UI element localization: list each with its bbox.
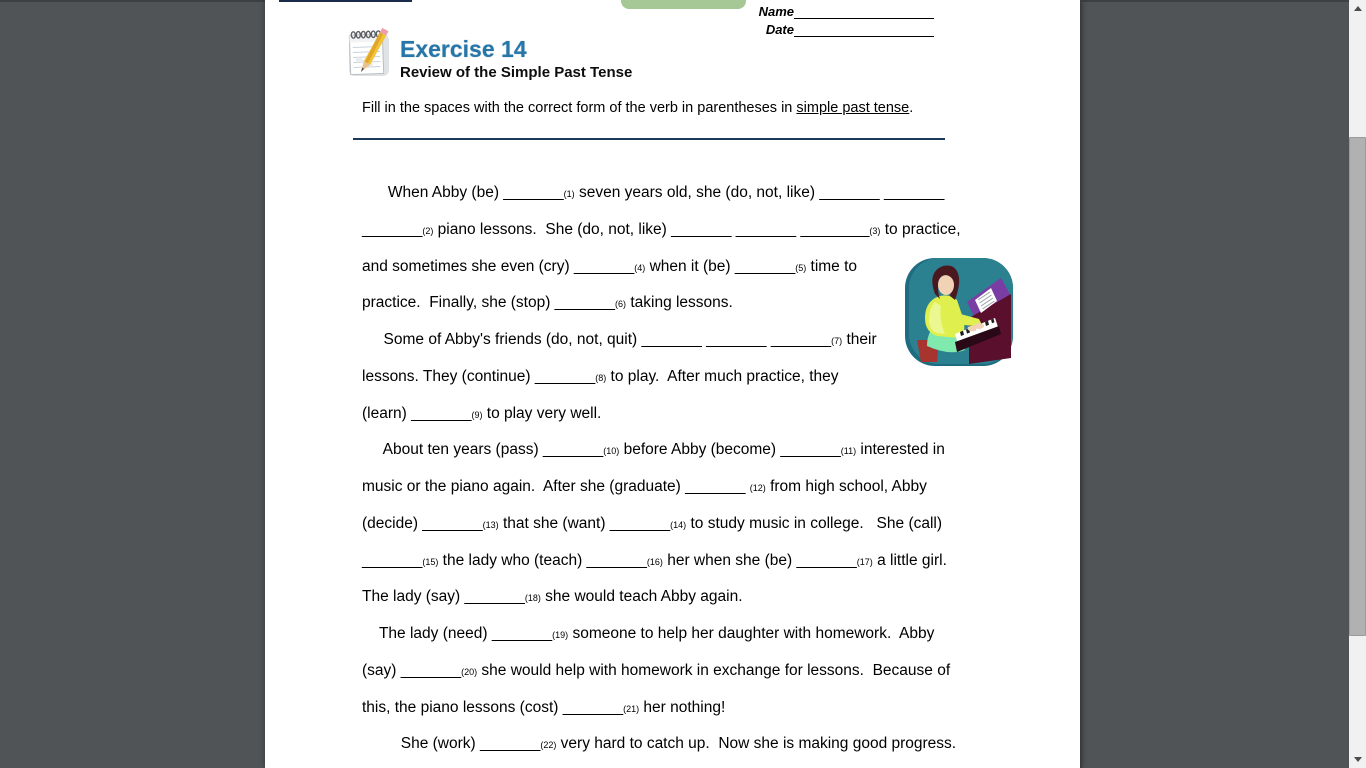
text-run: to practice, xyxy=(880,220,961,238)
text-run: when it (be) _______ xyxy=(645,257,796,275)
name-label: Name xyxy=(758,4,794,19)
worksheet-line xyxy=(362,653,1002,690)
name-date-block xyxy=(759,1,934,37)
text-run: . xyxy=(909,100,914,116)
blank-number: (11) xyxy=(840,446,857,457)
text-run: The lady (need) _______ xyxy=(362,625,553,642)
blank-number: (21) xyxy=(623,703,640,714)
blank-number: (13) xyxy=(482,519,499,530)
text-run: someone to help her daughter with homework. Abby xyxy=(568,625,935,642)
text-run: Some of Abby's friends (do, not, quit) _______ _______ _______ xyxy=(362,331,832,348)
worksheet-line xyxy=(362,579,1002,616)
woman-playing-piano-clipart xyxy=(905,256,1017,370)
exercise-title: Exercise 14 xyxy=(400,36,527,62)
worksheet-line xyxy=(362,726,1002,763)
text-run: very hard to catch up. Now she is making good progress. xyxy=(556,735,957,753)
text-run: taking lessons. xyxy=(626,294,733,312)
text-run: the lady who (teach) _______ xyxy=(438,551,647,569)
worksheet-line xyxy=(362,690,1002,727)
text-run: _______ xyxy=(362,220,423,238)
date-blank-line xyxy=(794,24,934,37)
scroll-up-button[interactable] xyxy=(1349,0,1366,17)
text-run: (say) _______ xyxy=(362,661,462,679)
text-run: lessons. They (continue) _______ xyxy=(362,367,596,385)
text-run: _______ xyxy=(362,551,423,569)
name-row xyxy=(759,1,934,19)
blank-number: (20) xyxy=(461,666,478,677)
blank-number: (14) xyxy=(670,519,687,530)
blank-number: (7) xyxy=(831,336,843,346)
scrolled-off-button[interactable] xyxy=(621,0,746,9)
blank-number: (16) xyxy=(646,556,663,567)
text-run: interested in xyxy=(856,441,945,459)
text-run: Fill in the spaces with the correct form of the verb in parentheses in xyxy=(362,100,797,116)
clipped-content-edge xyxy=(279,0,412,2)
worksheet-line xyxy=(362,506,1002,543)
blank-number: (18) xyxy=(524,593,541,604)
blank-number: (6) xyxy=(615,299,627,310)
name-blank-line xyxy=(794,6,934,19)
text-run: (learn) _______ xyxy=(362,404,472,422)
date-label: Date xyxy=(765,22,794,37)
blank-number: (5) xyxy=(795,262,807,273)
worksheet-line xyxy=(362,432,1002,469)
worksheet-page xyxy=(265,0,1082,768)
blank-number: (10) xyxy=(603,446,620,457)
text-run: her when she (be) _______ xyxy=(662,551,857,569)
text-run: piano lessons. She (do, not, like) _______ _______ ________ xyxy=(433,220,870,238)
blank-number: (8) xyxy=(595,372,607,383)
scroll-down-button[interactable] xyxy=(1349,751,1366,768)
text-run: She (work) _______ xyxy=(362,735,541,753)
worksheet-line xyxy=(362,543,1002,580)
divider-rule xyxy=(353,138,945,140)
text-run: and sometimes she even (cry) _______ xyxy=(362,257,635,275)
blank-number: (4) xyxy=(634,262,646,273)
blank-number: (17) xyxy=(856,556,873,567)
text-run: this, the piano lessons (cost) _______ xyxy=(362,698,624,716)
text-run: their xyxy=(842,331,877,348)
worksheet-line xyxy=(362,212,1002,249)
text-run: time to xyxy=(806,257,858,275)
text-run: music or the piano again. After she (graduate) _______ xyxy=(362,478,750,495)
worksheet-line xyxy=(362,175,1002,212)
blank-number: (15) xyxy=(422,556,439,567)
text-run: to play very well. xyxy=(482,404,602,422)
blank-number: (12) xyxy=(749,483,766,493)
text-run: practice. Finally, she (stop) _______ xyxy=(362,294,616,312)
blank-number: (3) xyxy=(869,225,881,236)
vertical-scrollbar[interactable] xyxy=(1349,0,1366,768)
blank-number: (22) xyxy=(540,740,557,751)
underlined-text: simple past tense xyxy=(796,100,910,116)
down-arrow-icon xyxy=(1354,757,1362,762)
blank-number: (2) xyxy=(422,225,434,236)
scrollbar-thumb[interactable] xyxy=(1349,137,1366,636)
text-run: that she (want) _______ xyxy=(498,514,671,532)
text-run: to study music in college. She (call) xyxy=(686,514,943,532)
worksheet-line xyxy=(362,396,1002,433)
text-run: her nothing! xyxy=(639,698,726,716)
blank-number: (19) xyxy=(552,630,569,640)
text-run: seven years old, she (do, not, like) _______ _______ xyxy=(574,184,945,201)
notepad-pencil-icon xyxy=(343,26,393,83)
blank-number: (9) xyxy=(471,409,483,420)
exercise-subtitle: Review of the Simple Past Tense xyxy=(400,64,633,81)
text-run: to play. After much practice, they xyxy=(606,367,839,385)
date-row xyxy=(759,19,934,37)
text-run: About ten years (pass) _______ xyxy=(362,441,604,459)
text-run: she would help with homework in exchange for lessons. Because of xyxy=(477,661,951,679)
instructions-text xyxy=(362,100,913,116)
worksheet-line xyxy=(362,616,1002,653)
text-run: When Abby (be) _______ xyxy=(362,184,564,201)
text-run: before Abby (become) _______ xyxy=(619,441,841,459)
text-run: The lady (say) _______ xyxy=(362,588,525,606)
text-run: she would teach Abby again. xyxy=(540,588,743,606)
text-run: from high school, Abby xyxy=(765,478,927,495)
text-run: a little girl. xyxy=(872,551,947,569)
blank-number: (1) xyxy=(563,189,575,199)
worksheet-line xyxy=(362,469,1002,506)
text-run: (decide) _______ xyxy=(362,514,483,532)
up-arrow-icon xyxy=(1354,6,1362,11)
